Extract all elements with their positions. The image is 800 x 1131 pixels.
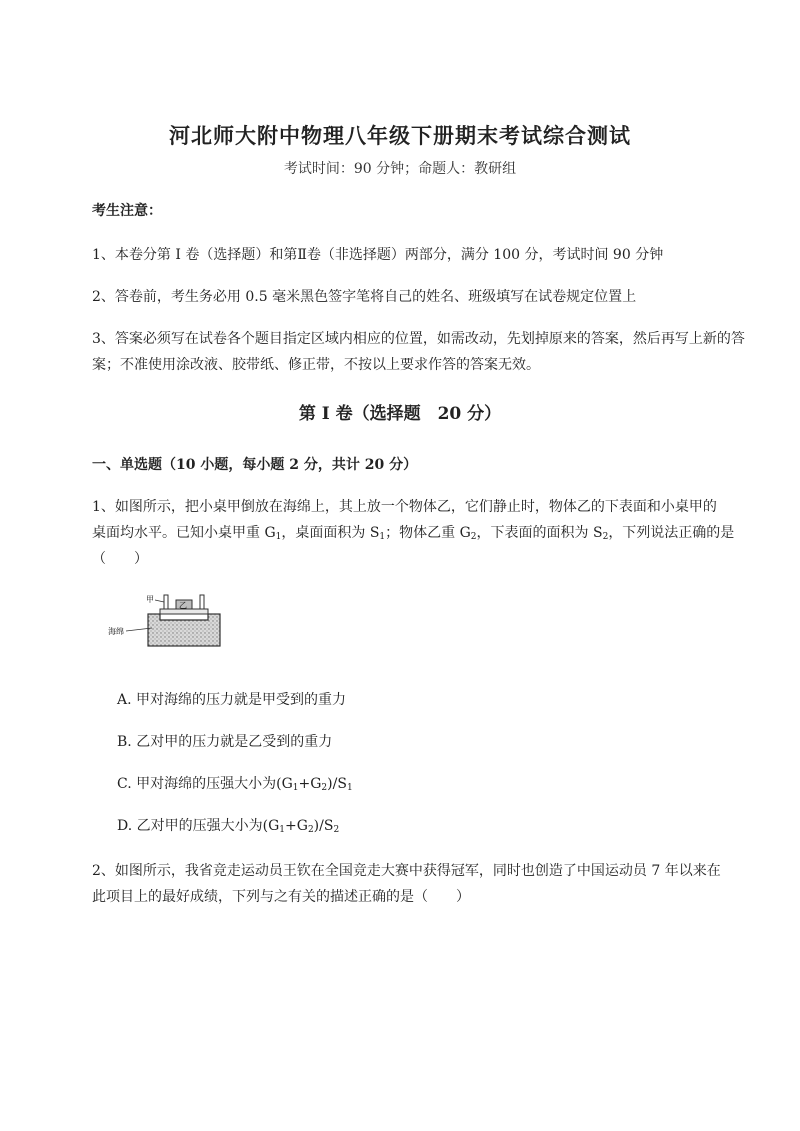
option-d[interactable]: D. 乙对甲的压强大小为$(G_1+G_2)/S_2$ [117, 818, 340, 835]
label-yi: 乙 [179, 601, 187, 610]
option-c[interactable]: C. 甲对海绵的压强大小为$(G_1+G_2)/S_1$ [117, 776, 353, 793]
notice-item-1: 1、本卷分第 I 卷（选择题）和第Ⅱ卷（非选择题）两部分，满分 100 分，考试时间 90 分钟 [92, 247, 664, 263]
part-heading: 一、单选题（10 小题，每小题 2 分，共计 20 分） [92, 457, 418, 473]
page-title: 河北师大附中物理八年级下册期末考试综合测试 [169, 123, 631, 148]
question-1-line-1: 1、如图所示，把小桌甲倒放在海绵上，其上放一个物体乙，它们静止时，物体乙的下表面和小桌甲的 [92, 499, 717, 515]
notice-item-2: 2、答卷前，考生务必用 0.5 毫米黑色签字笔将自己的姓名、班级填写在试卷规定位置上 [92, 289, 637, 305]
notice-heading: 考生注意： [92, 203, 162, 219]
label-jia: 甲 [146, 595, 154, 604]
label-sponge: 海绵 [108, 627, 124, 636]
notice-item-3: 3、答案必须写在试卷各个题目指定区域内相应的位置，如需改动，先划掉原来的答案，然后再写上新的答案；不准使用涂改液、胶带纸、修正带，不按以上要求作答的答案无效。 [92, 331, 745, 373]
question-1-figure [108, 592, 228, 652]
section-title: 第 I 卷（选择题 20 分） [298, 404, 502, 424]
question-2-line-1: 2、如图所示，我省竞走运动员王钦在全国竞走大赛中获得冠军，同时也创造了中国运动员 7 年以来在 [92, 863, 721, 879]
exam-info: 考试时间：90 分钟；命题人：教研组 [283, 161, 517, 177]
question-2-line-2: 此项目上的最好成绩，下列与之有关的描述正确的是（ ） [92, 889, 470, 905]
option-b[interactable]: B. 乙对甲的压力就是乙受到的重力 [117, 734, 333, 750]
question-1-line-3: （ ） [92, 551, 148, 567]
question-1-line-2: 桌面均水平。已知小桌甲重 $G_1$，桌面面积为 $S_1$；物体乙重 $G_2$，下表面的面积为 $S_2$，下列说法正确的是 [92, 525, 735, 542]
option-a[interactable]: A. 甲对海绵的压力就是甲受到的重力 [117, 692, 347, 708]
